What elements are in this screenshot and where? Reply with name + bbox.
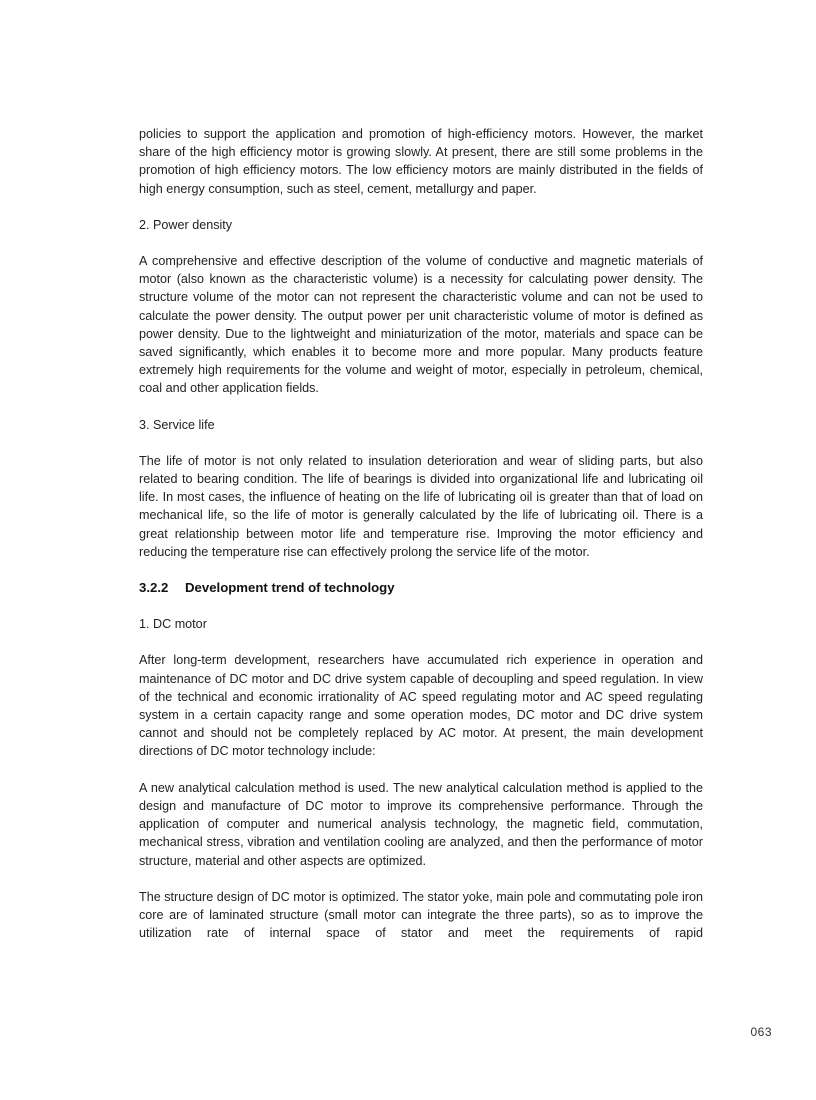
section-title: Development trend of technology [185,580,395,596]
page-content [139,125,703,942]
heading-dc-motor: 1. DC motor [139,617,207,632]
paragraph-service-life: The life of motor is not only related to insulation deterioration and wear of sliding parts, but also related to bearing condition. The life of bearings is divided into organizational life and lubricating oil life. In most cases, the influence of heating on the life of lubricating oil is greater than that of load on mechanical life, so the life of motor is generally calculated by the life of lubricating oil. There is a great relationship between motor life and temperature rise. Improving the motor efficiency and reducing the temperature rise can effectively prolong the service life of the motor. [139,453,703,559]
paragraph-analytical-method: A new analytical calculation method is used. The new analytical calculation method is applied to the design and manufacture of DC motor to improve its comprehensive performance. Through the application of computer and numerical analysis technology, the magnetic field, commutation, mechanical stress, vibration and ventilation cooling are analyzed, and then the performance of motor structure, material and other aspects are optimized. [139,780,703,868]
paragraph-intro: policies to support the application and promotion of high-efficiency motors. However, the market share of the high efficiency motor is growing slowly. At present, there are still some problems in the promotion of high efficiency motors. The low efficiency motors are mainly distributed in the fields of high energy consumption, such as steel, cement, metallurgy and paper. [139,127,703,196]
page-number: 063 [750,1025,772,1039]
paragraph-power-density: A comprehensive and effective description of the volume of conductive and magnetic materials of motor (also known as the characteristic volume) is a necessity for calculating power density. The structure volume of the motor can not represent the characteristic volume and can not be used to calculate the power density. The output power per unit characteristic volume of motor is defined as power density. Due to the lightweight and miniaturization of the motor, materials and space can be saved significantly, which enables it to become more and more popular. Many products feature extremely high requirements for the volume and weight of motor, especially in petroleum, chemical, coal and other application fields. [139,254,703,396]
paragraph-dc-motor: After long-term development, researchers have accumulated rich experience in operation and maintenance of DC motor and DC drive system capable of decoupling and speed regulation. In view of the technical and economic irrationality of AC speed regulating motor and AC speed regulating system in a certain capacity range and some operation modes, DC motor and DC drive system cannot and should not be completely replaced by AC motor. At present, the main development directions of DC motor technology include: [139,653,703,759]
section-number: 3.2.2 [139,580,169,596]
heading-power-density: 2. Power density [139,217,233,232]
paragraph-structure-design: The structure design of DC motor is optimized. The stator yoke, main pole and commutating pole iron core are of laminated structure (small motor can integrate the three parts), so as to improve the utilization rate of internal space of stator and meet the requirements of rapid [139,889,703,941]
heading-service-life: 3. Service life [139,417,215,432]
section-heading [139,579,703,597]
